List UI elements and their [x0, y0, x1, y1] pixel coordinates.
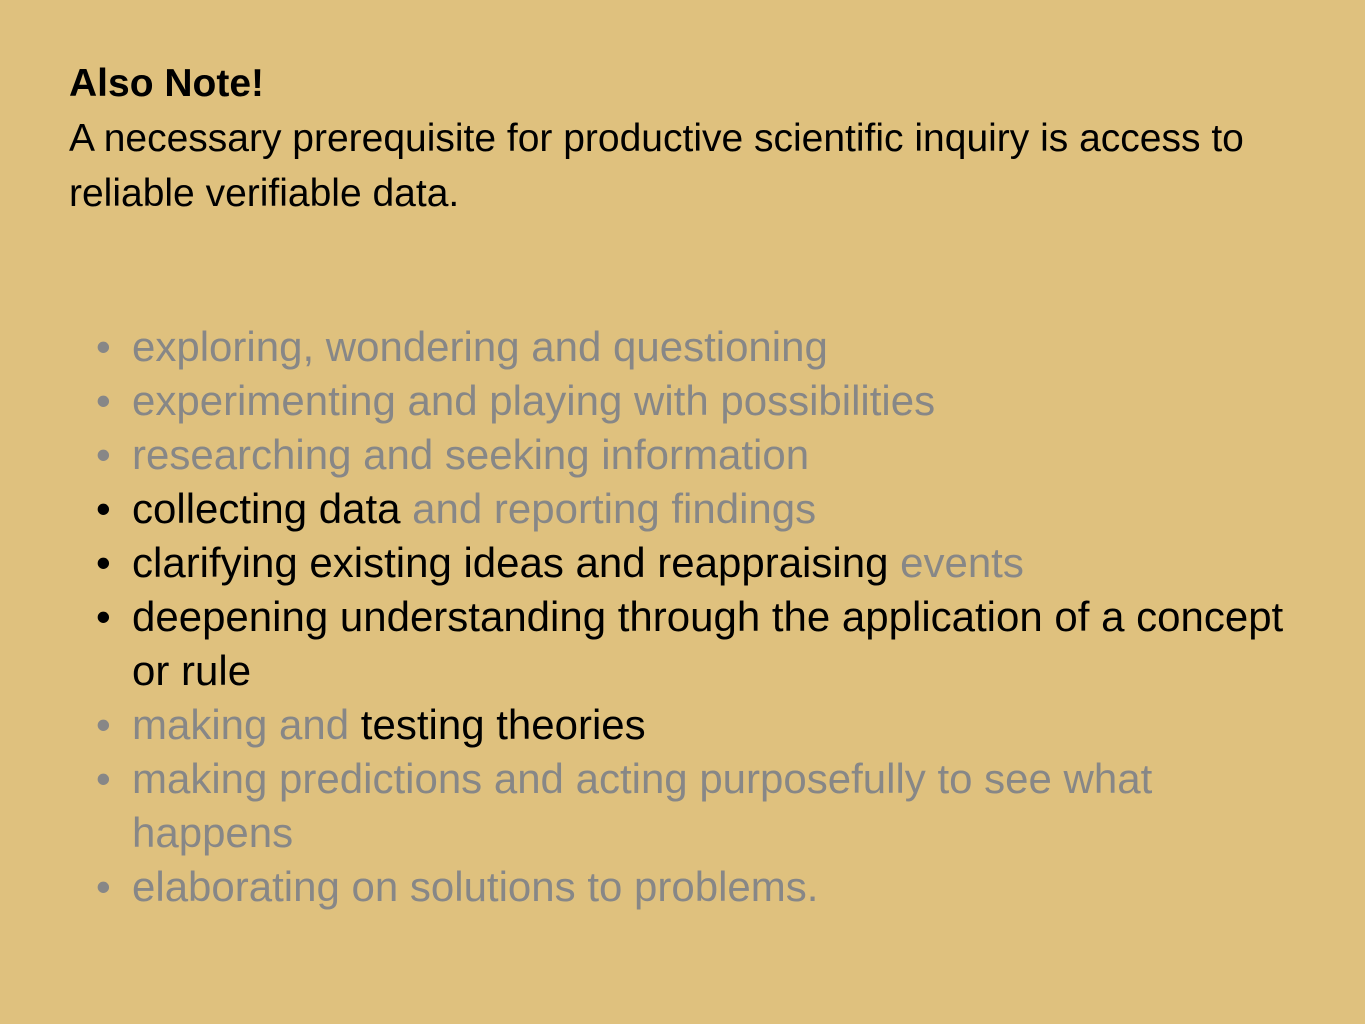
list-item-text: deepening understanding through the application of a concept or rule — [132, 593, 1284, 694]
bullet-icon: • — [96, 323, 111, 370]
bullet-icon: • — [96, 377, 111, 424]
list-item — [96, 428, 1296, 482]
bullet-icon: • — [96, 593, 111, 640]
list-item-text: testing theories — [349, 701, 646, 748]
bullet-icon: • — [96, 755, 111, 802]
list-item-text: collecting data — [132, 485, 401, 532]
bullet-icon: • — [96, 701, 111, 748]
note-title: Also Note! — [69, 62, 264, 105]
list-item-text: exploring, wondering and questioning — [132, 323, 828, 370]
list-item — [96, 698, 1296, 752]
list-item-text: clarifying existing ideas and reappraising — [132, 539, 889, 586]
bullet-icon: • — [96, 485, 111, 532]
bullet-icon: • — [96, 863, 111, 910]
inquiry-list — [96, 320, 1296, 914]
list-item — [96, 590, 1296, 698]
list-item-text: and reporting findings — [400, 485, 817, 532]
list-item-text: making predictions and acting purposefully to see what happens — [132, 755, 1153, 856]
list-item — [96, 320, 1296, 374]
bullet-icon: • — [96, 539, 111, 586]
list-item-text: researching and seeking information — [132, 431, 810, 478]
list-item — [96, 860, 1296, 914]
bullet-icon: • — [96, 431, 111, 478]
note-body: A necessary prerequisite for productive scientific inquiry is access to reliable verifiable data. — [69, 117, 1244, 215]
list-item — [96, 482, 1296, 536]
list-item — [96, 536, 1296, 590]
list-item-text: making and — [132, 701, 350, 748]
list-item-text: events — [888, 539, 1024, 586]
note-block — [69, 56, 1289, 221]
list-item-text: experimenting and playing with possibilities — [132, 377, 936, 424]
list-item — [96, 374, 1296, 428]
list-item-text: elaborating on solutions to problems. — [132, 863, 819, 910]
list-item — [96, 752, 1296, 860]
